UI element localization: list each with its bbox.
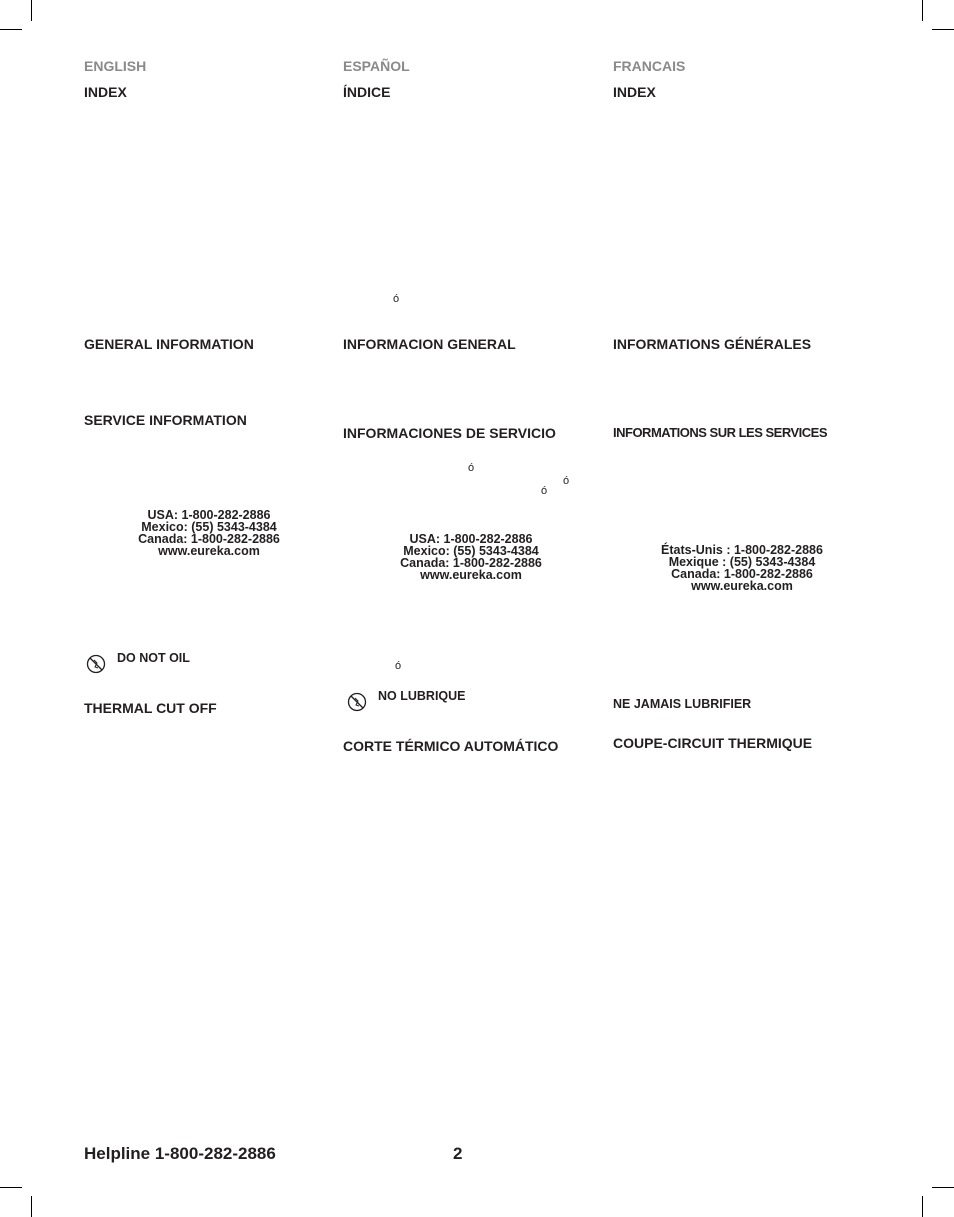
contact-line: Canada: 1-800-282-2886 bbox=[138, 532, 280, 546]
thermal-cut-off-heading-english: THERMAL CUT OFF bbox=[84, 700, 217, 716]
crop-mark bbox=[932, 29, 954, 30]
stray-character: ó bbox=[468, 462, 475, 474]
crop-mark bbox=[922, 0, 923, 21]
stray-character: ó bbox=[393, 293, 400, 305]
crop-mark bbox=[31, 1196, 32, 1217]
contact-line: Canada: 1-800-282-2886 bbox=[671, 567, 813, 581]
ne-jamais-lubrifier-label: NE JAMAIS LUBRIFIER bbox=[613, 697, 752, 711]
contact-block-french bbox=[652, 544, 832, 592]
crop-mark bbox=[31, 0, 32, 21]
stray-character: ó bbox=[563, 475, 570, 487]
do-not-oil-label: DO NOT OIL bbox=[117, 651, 190, 665]
thermal-cut-off-heading-spanish: CORTE TÉRMICO AUTOMÁTICO bbox=[343, 738, 559, 754]
crop-mark bbox=[0, 1187, 22, 1188]
general-information-heading-french: INFORMATIONS GÉNÉRALES bbox=[613, 336, 812, 352]
contact-line: www.eureka.com bbox=[420, 568, 522, 582]
stray-character: ó bbox=[395, 660, 402, 672]
contact-line: États-Unis : 1-800-282-2886 bbox=[661, 543, 823, 557]
service-information-heading-spanish: INFORMACIONES DE SERVICIO bbox=[343, 425, 556, 441]
contact-line: Mexico: (55) 5343-4384 bbox=[141, 520, 277, 534]
contact-line: Mexico: (55) 5343-4384 bbox=[403, 544, 539, 558]
general-information-heading-english: GENERAL INFORMATION bbox=[84, 336, 254, 352]
contact-line: www.eureka.com bbox=[691, 579, 793, 593]
general-information-heading-spanish: INFORMACION GENERAL bbox=[343, 336, 516, 352]
language-label-french: FRANCAIS bbox=[613, 58, 686, 74]
crop-mark bbox=[922, 1196, 923, 1217]
contact-line: www.eureka.com bbox=[158, 544, 260, 558]
no-oil-icon bbox=[86, 654, 106, 674]
contact-line: Canada: 1-800-282-2886 bbox=[400, 556, 542, 570]
index-heading-spanish: ÍNDICE bbox=[343, 84, 391, 100]
page-number: 2 bbox=[453, 1144, 463, 1163]
service-information-heading-english: SERVICE INFORMATION bbox=[84, 412, 247, 428]
helpline-footer: Helpline 1-800-282-2886 bbox=[84, 1144, 276, 1163]
contact-line: USA: 1-800-282-2886 bbox=[409, 532, 533, 546]
stray-character: ó bbox=[541, 485, 548, 497]
crop-mark bbox=[0, 29, 22, 30]
thermal-cut-off-heading-french: COUPE-CIRCUIT THERMIQUE bbox=[613, 735, 813, 751]
contact-line: USA: 1-800-282-2886 bbox=[147, 508, 271, 522]
language-label-english: ENGLISH bbox=[84, 58, 147, 74]
service-information-heading-french: INFORMATIONS SUR LES SERVICES bbox=[613, 425, 827, 440]
index-heading-french: INDEX bbox=[613, 84, 656, 100]
contact-block-english bbox=[134, 509, 284, 557]
crop-mark bbox=[932, 1187, 954, 1188]
contact-line: Mexique : (55) 5343-4384 bbox=[668, 555, 816, 569]
no-lubrique-label: NO LUBRIQUE bbox=[378, 689, 466, 703]
language-label-spanish: ESPAÑOL bbox=[343, 58, 410, 74]
no-oil-icon bbox=[347, 692, 367, 712]
contact-block-spanish bbox=[396, 533, 546, 581]
index-heading-english: INDEX bbox=[84, 84, 127, 100]
